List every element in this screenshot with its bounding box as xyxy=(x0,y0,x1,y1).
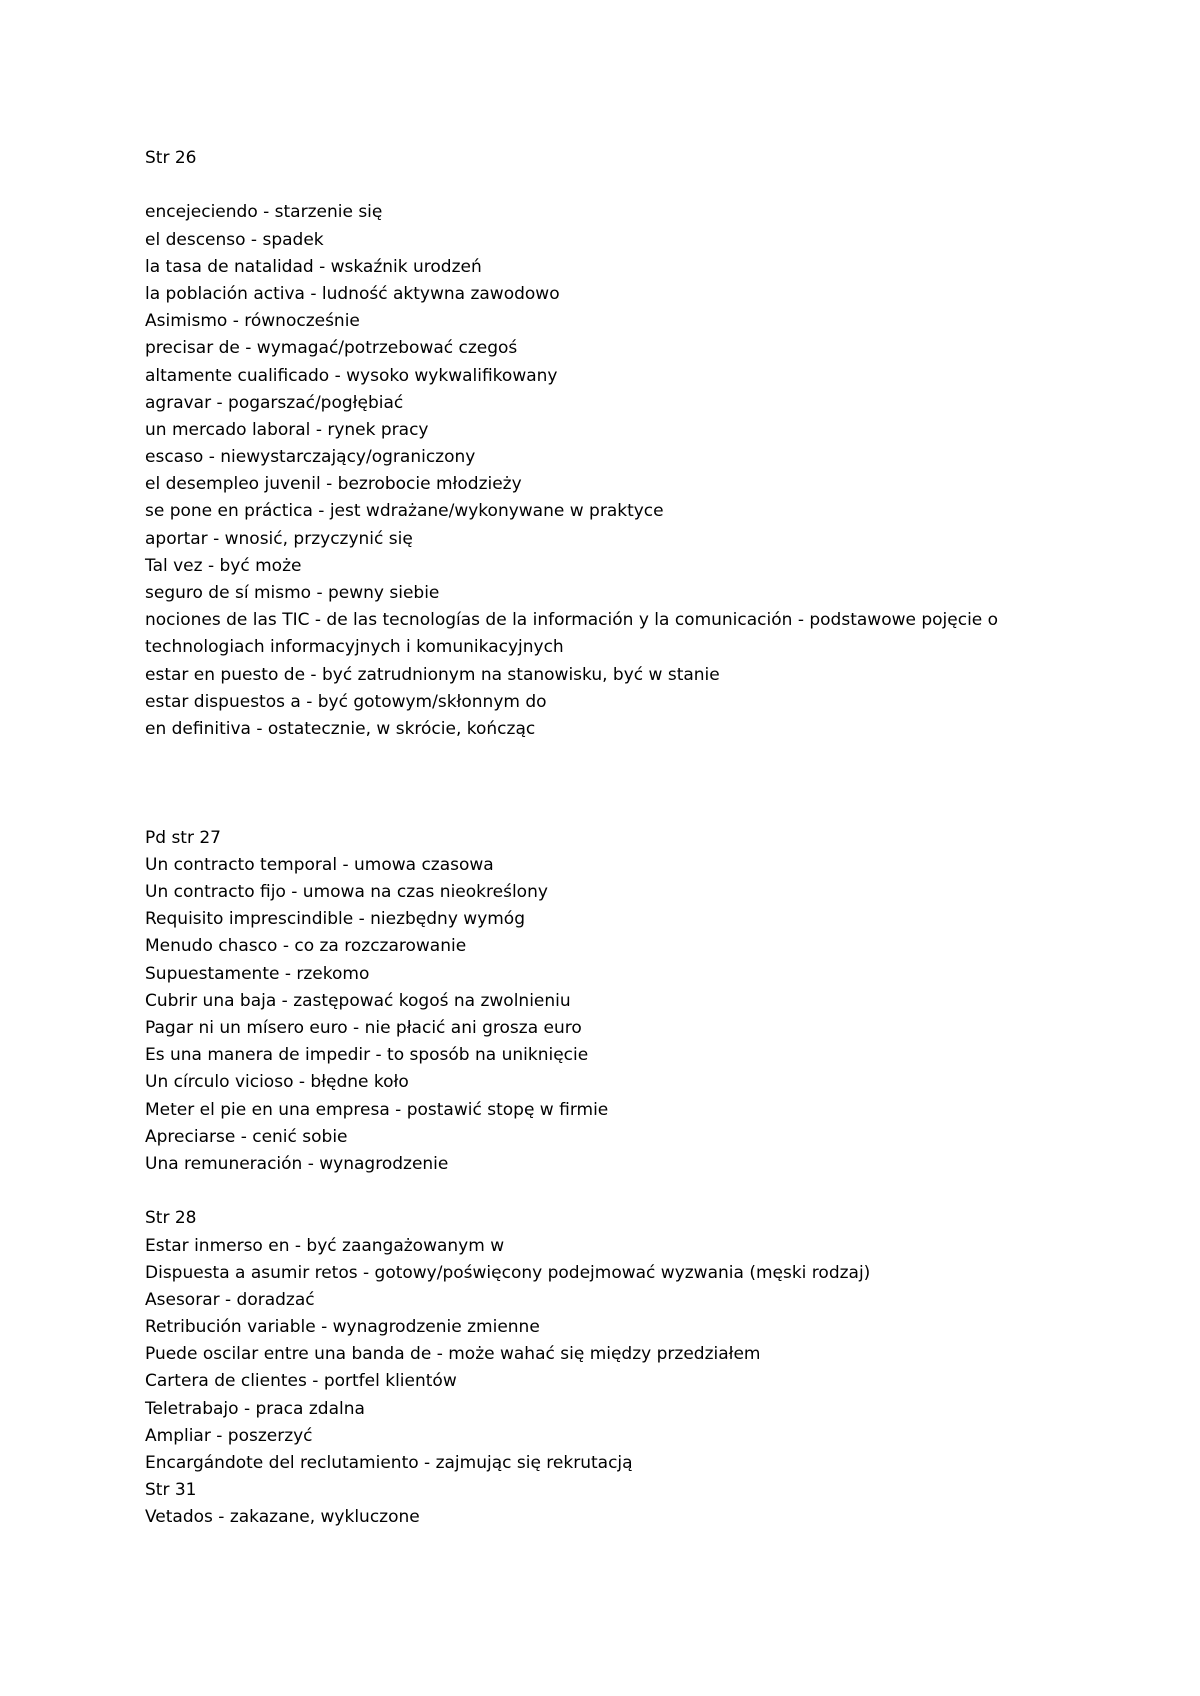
vocab-line: en definitiva - ostatecznie, w skrócie, kończąc xyxy=(145,718,536,739)
vocab-line: Ampliar - poszerzyć xyxy=(145,1425,313,1446)
section-heading: Str 26 xyxy=(145,148,197,168)
blank-line xyxy=(145,172,1145,199)
vocab-line: Vetados - zakazane, wykluczone xyxy=(145,1507,420,1528)
vocab-line: Teletrabajo - praca zdalna xyxy=(145,1398,365,1419)
section-heading: Str 28 xyxy=(145,1208,197,1229)
vocab-line: Un círculo vicioso - błędne koło xyxy=(145,1072,409,1093)
vocab-line: Dispuesta a asumir retos - gotowy/poświęcony podejmować wyzwania (męski rodzaj) xyxy=(145,1262,871,1283)
section-heading: Str 31 xyxy=(145,1480,197,1501)
vocab-line: Encargándote del reclutamiento - zajmując się rekrutacją xyxy=(145,1453,633,1474)
vocab-line: Un contracto fijo - umowa na czas nieokreślony xyxy=(145,882,548,903)
vocab-line: aportar - wnosić, przyczynić się xyxy=(145,528,413,549)
vocab-line: agravar - pogarszać/pogłębiać xyxy=(145,392,404,413)
vocab-line: technologiach informacyjnych i komunikacyjnych xyxy=(145,637,564,658)
section-heading: Pd str 27 xyxy=(145,827,221,848)
vocab-line: la población activa - ludność aktywna zawodowo xyxy=(145,283,560,304)
vocab-line: Meter el pie en una empresa - postawić stopę w firmie xyxy=(145,1099,609,1120)
vocab-line: Asesorar - doradzać xyxy=(145,1289,315,1310)
vocab-line: Cubrir una baja - zastępować kogoś na zwolnieniu xyxy=(145,990,571,1011)
vocab-line: Una remuneración - wynagrodzenie xyxy=(145,1153,449,1174)
vocab-line: Estar inmerso en - być zaangażowanym w xyxy=(145,1235,505,1256)
vocab-line: Es una manera de impedir - to sposób na uniknięcie xyxy=(145,1045,589,1066)
vocab-line: el desempleo juvenil - bezrobocie młodzieży xyxy=(145,474,522,495)
vocab-line: precisar de - wymagać/potrzebować czegoś xyxy=(145,338,518,359)
vocab-line: seguro de sí mismo - pewny siebie xyxy=(145,583,440,603)
vocab-line: Cartera de clientes - portfel klientów xyxy=(145,1371,457,1392)
vocab-line: Retribución variable - wynagrodzenie zmienne xyxy=(145,1317,540,1338)
vocab-line: nociones de las TIC - de las tecnologías de la información y la comunicación - podstawowe pojęcie o xyxy=(145,610,999,631)
vocab-line: estar en puesto de - być zatrudnionym na stanowisku, być w stanie xyxy=(145,664,720,685)
vocab-line: se pone en práctica - jest wdrażane/wykonywane w praktyce xyxy=(145,501,664,522)
vocab-line: estar dispuestos a - być gotowym/skłonnym do xyxy=(145,691,547,712)
vocab-line: altamente cualificado - wysoko wykwalifikowany xyxy=(145,365,558,386)
vocab-line: Supuestamente - rzekomo xyxy=(145,963,370,984)
vocab-line: Puede oscilar entre una banda de - może wahać się między przedziałem xyxy=(145,1344,761,1365)
vocab-line: Asimismo - równocześnie xyxy=(145,311,360,332)
document-body xyxy=(145,145,1145,1532)
vocab-line: Pagar ni un mísero euro - nie płacić ani grosza euro xyxy=(145,1018,582,1039)
vocab-line: encejeciendo - starzenie się xyxy=(145,202,383,223)
vocab-line: Tal vez - być może xyxy=(145,555,302,576)
blank-line xyxy=(145,1178,1145,1205)
vocab-line: Un contracto temporal - umowa czasowa xyxy=(145,854,494,875)
vocab-line: un mercado laboral - rynek pracy xyxy=(145,419,429,440)
vocab-line: Menudo chasco - co za rozczarowanie xyxy=(145,936,467,957)
vocab-line: Requisito imprescindible - niezbędny wymóg xyxy=(145,909,526,930)
blank-lines xyxy=(145,743,1145,825)
vocab-line: la tasa de natalidad - wskaźnik urodzeń xyxy=(145,256,482,277)
vocab-line: Apreciarse - cenić sobie xyxy=(145,1126,348,1147)
vocab-line: escaso - niewystarczający/ograniczony xyxy=(145,447,476,468)
vocab-line: el descenso - spadek xyxy=(145,229,324,250)
